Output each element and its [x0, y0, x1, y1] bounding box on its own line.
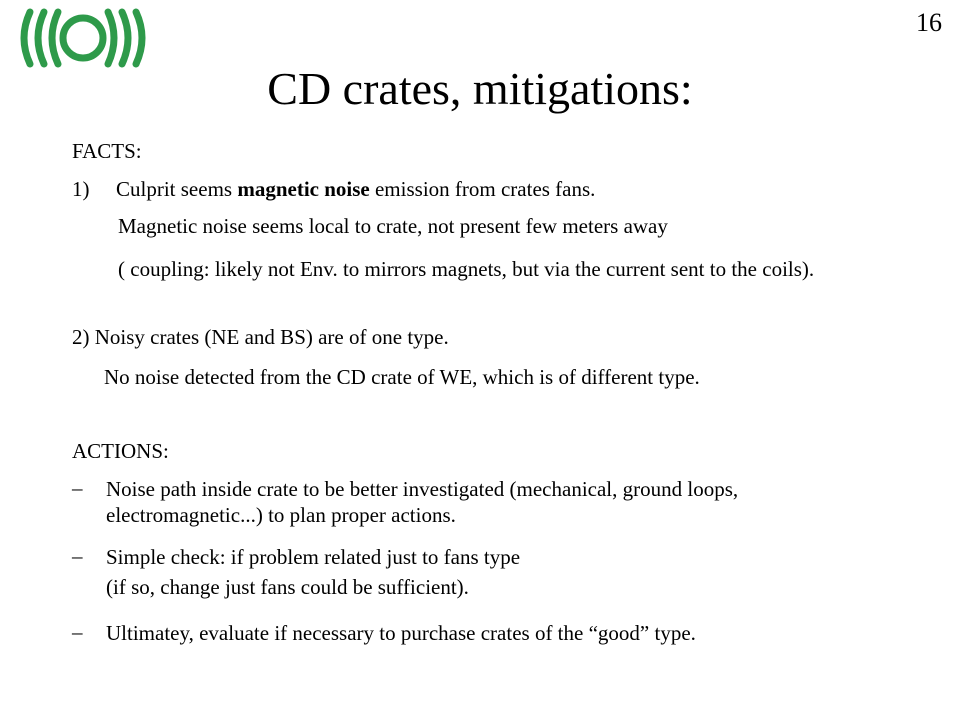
actions-heading: ACTIONS: — [72, 439, 169, 463]
action2-marker: – — [72, 544, 83, 568]
facts-heading: FACTS: — [72, 139, 142, 163]
fact1-marker: 1) — [72, 177, 90, 201]
fact1-line3: ( coupling: likely not Env. to mirrors magnets, but via the current sent to the coils). — [118, 257, 815, 281]
action3-text: Ultimatey, evaluate if necessary to purchase crates of the “good” type. — [106, 621, 696, 645]
fact1-line1 — [116, 176, 595, 202]
action3-marker: – — [72, 620, 83, 644]
fact1-prefix: Culprit seems — [116, 177, 238, 201]
fact1-suffix: emission from crates fans. — [369, 177, 596, 201]
action2-text2: (if so, change just fans could be sufficient). — [106, 575, 469, 599]
fact1-line2: Magnetic noise seems local to crate, not present few meters away — [118, 214, 668, 238]
action2-text: Simple check: if problem related just to fans type — [106, 545, 521, 569]
action1-text: Noise path inside crate to be better investigated (mechanical, ground loops, electromagnetic...) to plan proper actions. — [106, 477, 739, 527]
page-number: 16 — [916, 8, 942, 37]
fact2-line2: No noise detected from the CD crate of WE, which is of different type. — [104, 365, 700, 389]
fact1-bold: magnetic noise — [237, 177, 370, 201]
slide-title: CD crates, mitigations: — [267, 63, 693, 114]
virgo-logo-icon — [8, 6, 158, 70]
fact2-line1: 2) Noisy crates (NE and BS) are of one type. — [72, 325, 449, 349]
action1-marker: – — [72, 476, 83, 500]
